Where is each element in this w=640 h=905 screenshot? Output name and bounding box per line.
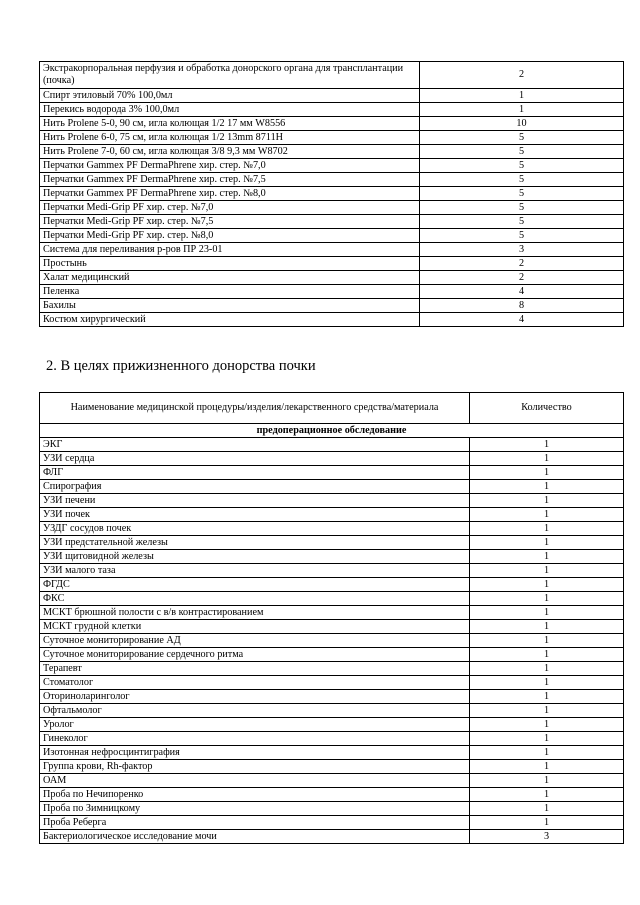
quantity-cell: 1 [470,592,624,606]
table-row [40,676,624,690]
section-2-heading: 2. В целях прижизненного донорства почки [46,358,316,374]
item-name-cell: ФЛГ [40,466,470,480]
donor-examination-table-body [40,393,624,844]
table-row [40,830,624,844]
item-name-cell: Пеленка [40,285,420,299]
section-subheading-row [40,424,624,438]
item-name-cell: Проба по Зимницкому [40,802,470,816]
item-name-cell: УЗИ сердца [40,452,470,466]
quantity-cell: 1 [470,578,624,592]
table-row [40,215,624,229]
table-row [40,816,624,830]
quantity-cell: 1 [470,774,624,788]
quantity-cell: 3 [420,243,624,257]
quantity-cell: 1 [470,466,624,480]
item-name-cell: Перчатки Medi-Grip PF хир. стер. №8,0 [40,229,420,243]
item-name-cell: Перчатки Medi-Grip PF хир. стер. №7,5 [40,215,420,229]
item-name-cell: ФГДС [40,578,470,592]
item-name-cell: Терапевт [40,662,470,676]
table-row [40,802,624,816]
quantity-cell: 1 [470,718,624,732]
quantity-cell: 5 [420,187,624,201]
table-row [40,257,624,271]
table-row [40,704,624,718]
quantity-cell: 1 [470,522,624,536]
quantity-cell: 1 [470,438,624,452]
quantity-cell: 1 [470,704,624,718]
table-row [40,159,624,173]
item-name-cell: Суточное мониторирование АД [40,634,470,648]
table-row [40,285,624,299]
item-name-cell: МСКТ грудной клетки [40,620,470,634]
item-name-cell: Нить Prolene 7-0, 60 см, игла колющая 3/8 9,3 мм W8702 [40,145,420,159]
quantity-cell: 5 [420,201,624,215]
item-name-cell: ОАМ [40,774,470,788]
item-name-cell: Халат медицинский [40,271,420,285]
table-row [40,271,624,285]
table-row [40,243,624,257]
quantity-cell: 5 [420,173,624,187]
item-name-cell: Простынь [40,257,420,271]
table-row [40,732,624,746]
table-row [40,438,624,452]
quantity-cell: 1 [470,760,624,774]
quantity-cell: 1 [470,494,624,508]
item-name-cell: Суточное мониторирование сердечного ритма [40,648,470,662]
table-row [40,313,624,327]
quantity-cell: 1 [470,550,624,564]
table-row [40,634,624,648]
quantity-cell: 1 [470,662,624,676]
item-name-cell: УЗИ печени [40,494,470,508]
quantity-cell: 1 [470,788,624,802]
item-name-cell: Нить Prolene 5-0, 90 см, игла колющая 1/2 17 мм W8556 [40,117,420,131]
quantity-cell: 1 [470,606,624,620]
quantity-cell: 1 [470,816,624,830]
quantity-cell: 2 [420,62,624,89]
table-row [40,564,624,578]
quantity-cell: 1 [470,508,624,522]
item-name-cell: Перчатки Gammex PF DermaPhrene хир. стер. №7,5 [40,173,420,187]
item-name-cell: Уролог [40,718,470,732]
quantity-cell: 1 [470,536,624,550]
table-row [40,466,624,480]
item-name-cell: УЗИ предстательной железы [40,536,470,550]
item-name-cell: Перчатки Gammex PF DermaPhrene хир. стер. №8,0 [40,187,420,201]
item-name-cell: Изотонная нефросцинтиграфия [40,746,470,760]
quantity-cell: 5 [420,131,624,145]
item-name-cell: Перчатки Medi-Grip PF хир. стер. №7,0 [40,201,420,215]
quantity-cell: 1 [420,89,624,103]
table-row [40,201,624,215]
item-name-cell: Экстракорпоральная перфузия и обработка донорского органа для трансплантации (почка) [40,62,420,89]
quantity-cell: 1 [470,452,624,466]
table-row [40,760,624,774]
item-name-cell: УЗИ почек [40,508,470,522]
consumables-table [39,61,624,327]
table-row [40,746,624,760]
quantity-cell: 3 [470,830,624,844]
table-row [40,229,624,243]
quantity-cell: 10 [420,117,624,131]
item-name-cell: Оториноларинголог [40,690,470,704]
table-row [40,173,624,187]
quantity-cell: 2 [420,271,624,285]
quantity-cell: 5 [420,229,624,243]
quantity-cell: 8 [420,299,624,313]
table-row [40,592,624,606]
quantity-cell: 4 [420,285,624,299]
quantity-cell: 5 [420,215,624,229]
table-row [40,536,624,550]
table-row [40,774,624,788]
donor-examination-table [39,392,624,844]
item-name-cell: УЗДГ сосудов почек [40,522,470,536]
table-row [40,494,624,508]
table-row [40,187,624,201]
table-row [40,578,624,592]
table-row [40,648,624,662]
quantity-cell: 1 [420,103,624,117]
item-name-cell: Перекись водорода 3% 100,0мл [40,103,420,117]
item-name-cell: Спирт этиловый 70% 100,0мл [40,89,420,103]
quantity-cell: 1 [470,480,624,494]
item-name-cell: Нить Prolene 6-0, 75 см, игла колющая 1/2 13mm 8711H [40,131,420,145]
table-row [40,480,624,494]
table-row [40,145,624,159]
section-subheading: предоперационное обследование [40,424,624,438]
item-name-cell: УЗИ щитовидной железы [40,550,470,564]
item-name-cell: Стоматолог [40,676,470,690]
item-name-cell: Перчатки Gammex PF DermaPhrene хир. стер. №7,0 [40,159,420,173]
quantity-cell: 1 [470,746,624,760]
table-row [40,131,624,145]
item-name-cell: Бактериологическое исследование мочи [40,830,470,844]
quantity-cell: 2 [420,257,624,271]
item-name-cell: Система для переливания р-ров ПР 23-01 [40,243,420,257]
quantity-cell: 1 [470,634,624,648]
table-row [40,522,624,536]
table-row [40,103,624,117]
item-name-cell: УЗИ малого таза [40,564,470,578]
table-row [40,117,624,131]
item-name-cell: Спирография [40,480,470,494]
table-row [40,299,624,313]
table-row [40,662,624,676]
table-row [40,606,624,620]
item-name-cell: Бахилы [40,299,420,313]
quantity-cell: 1 [470,648,624,662]
table-row [40,690,624,704]
table-row [40,62,624,89]
table-row [40,452,624,466]
table-row [40,508,624,522]
item-name-cell: МСКТ брюшной полости с в/в контрастированием [40,606,470,620]
table-row [40,550,624,564]
table-row [40,89,624,103]
quantity-cell: 5 [420,159,624,173]
quantity-cell: 5 [420,145,624,159]
table-row [40,788,624,802]
item-name-cell: ЭКГ [40,438,470,452]
table-header-row [40,393,624,424]
item-name-cell: Костюм хирургический [40,313,420,327]
quantity-cell: 1 [470,564,624,578]
quantity-cell: 1 [470,690,624,704]
quantity-cell: 1 [470,802,624,816]
item-name-cell: ФКС [40,592,470,606]
table-row [40,718,624,732]
column-header-name: Наименование медицинской процедуры/изделия/лекарственного средства/материала [40,393,470,424]
quantity-cell: 1 [470,732,624,746]
item-name-cell: Гинеколог [40,732,470,746]
item-name-cell: Офтальмолог [40,704,470,718]
column-header-quantity: Количество [470,393,624,424]
consumables-table-body [40,62,624,327]
item-name-cell: Группа крови, Rh-фактор [40,760,470,774]
table-row [40,620,624,634]
quantity-cell: 1 [470,676,624,690]
quantity-cell: 1 [470,620,624,634]
item-name-cell: Проба Реберга [40,816,470,830]
item-name-cell: Проба по Нечипоренко [40,788,470,802]
quantity-cell: 4 [420,313,624,327]
